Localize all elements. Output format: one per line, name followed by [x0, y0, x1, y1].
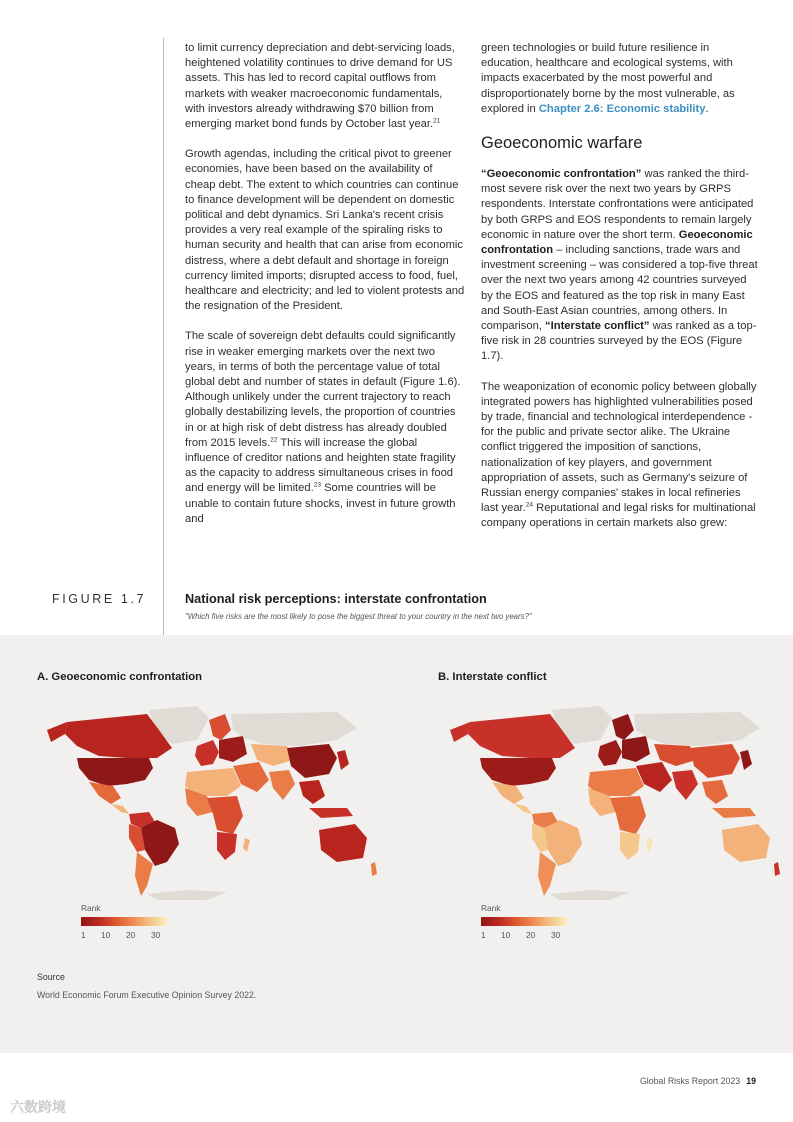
china [287, 744, 337, 778]
madagascar [646, 838, 653, 852]
korea-japan [740, 750, 752, 770]
text-column-left [185, 41, 465, 542]
southern-africa [217, 832, 237, 860]
russia [231, 712, 357, 746]
argentina-chile [135, 852, 153, 896]
new-zealand [371, 862, 377, 876]
australia [319, 824, 367, 862]
antarctica [550, 890, 630, 900]
paragraph: “Geoeconomic confrontation” was ranked the third-most severe risk over the next two years by GRPS respondents. Interstate confrontations were anticipated by both GRPS and EOS respondents to remain largely economic in nature over the short term. Geoeconomic confrontation – including sanctions, trade wars and investment screening – was considered a top-five threat over the next two years among 42 countries surveyed by the EOS and featured as the top risk in many East and South-East Asian countries, among others. In comparison, “Interstate conflict” was ranked as a top-five risk in 28 countries surveyed by the EOS (Figure 1.7). [481, 168, 758, 363]
legend-tick: 10 [501, 930, 511, 940]
report-name: Global Risks Report 2023 [639, 1076, 741, 1086]
legend-map-a [81, 903, 181, 942]
central-africa [207, 796, 243, 834]
madagascar [243, 838, 250, 852]
legend-color-scale [481, 917, 567, 926]
europe-west [598, 740, 622, 766]
legend-title: Rank [481, 903, 501, 913]
figure-question: "Which five risks are the most likely to pose the biggest threat to your country in the next two years?" [185, 612, 532, 621]
legend-color-scale [81, 917, 167, 926]
new-zealand [774, 862, 780, 876]
legend-tick: 30 [551, 930, 561, 940]
india [269, 770, 295, 800]
russia [634, 712, 760, 746]
central-america [514, 804, 532, 814]
legend-tick: 1 [481, 930, 486, 940]
usa [77, 758, 153, 786]
south-east-asia [299, 780, 325, 804]
brazil [544, 820, 582, 866]
paragraph: The weaponization of economic policy between globally integrated powers has highlighted vulnerabilities posed by trade, financial and technological interdependence - for the public and private sector alike. The Ukraine conflict triggered the imposition of sanctions, nationalization of key players, and government appropriation of assets, such as Germany's seizure of Russian energy companies' stakes in local refineries last year.$^{24}$ Reputational and legal risks for multinational company operations in certain markets also grew: [481, 380, 757, 530]
page-footer [560, 1076, 756, 1086]
south-east-asia [702, 780, 728, 804]
legend-tick: 20 [126, 930, 136, 940]
chapter-link[interactable]: Chapter 2.6: Economic stability [538, 102, 706, 115]
scandinavia [209, 714, 231, 740]
page-number: 19 [746, 1076, 756, 1086]
europe-west [195, 740, 219, 766]
antarctica [147, 890, 227, 900]
india [672, 770, 698, 800]
china [690, 744, 740, 778]
legend-map-b [481, 903, 581, 942]
legend-tick: 20 [526, 930, 536, 940]
legend-title: Rank [81, 903, 101, 913]
figure-title: National risk perceptions: interstate confrontation [185, 592, 487, 606]
paragraph: green technologies or build future resilience in education, healthcare and ecological systems, with impacts exacerbated by the most powerful and disproportionately borne by the most vulnerable, as explored in Chapter 2.6: Economic stability. [481, 42, 735, 115]
indonesia [309, 808, 353, 818]
column-divider [163, 38, 164, 635]
alaska [47, 722, 67, 742]
mexico [89, 782, 121, 804]
paragraph: The scale of sovereign debt defaults could significantly rise in weaker emerging markets over the next two years, in terms of both the percentage value of total global debt and number of states in default (Figure 1.6). Although unlikely under the current trajectory to reach globally destabilizing levels, the proportion of countries in or at high risk of debt distress has already doubled from 2015 levels.$^{22}$ This will increase the global influence of creditor nations and heighten state fragility as the capacity to address simultaneous crises in food and energy will be limited.$^{23}$ Some countries will be unable to contain future shocks, invest in future growth and [185, 330, 461, 525]
map-a-title: A. Geoeconomic confrontation [37, 671, 203, 683]
korea-japan [337, 750, 349, 770]
section-heading: Geoeconomic warfare [481, 134, 643, 153]
text-column-right [481, 41, 761, 547]
europe-east [622, 736, 650, 762]
paragraph: to limit currency depreciation and debt-servicing loads, heightened volatility continues to drive demand for US assets. This has led to record capital outflows from markets with weaker macroeconomic fundamentals, with investors already withdrawing $70 billion from emerging market bond funds by October last year.$^{21}$ [185, 42, 455, 131]
australia [722, 824, 770, 862]
world-map-interstate-conflict [440, 700, 785, 900]
alaska [450, 722, 470, 742]
paragraph: Growth agendas, including the critical pivot to greener economies, have been based on the availability of cheap debt. The extent to which countries can continue to finance development will be dependent on domestic political and debt dynamics. Sri Lanka's recent crisis provides a very real example of the spiraling risks to human security and health that can arise from economic distress, where a debt default and shortage in foreign currency limited imports; disrupted access to food, fuel, healthcare and electricity; and led to violent protests and the resignation of the President. [185, 148, 465, 313]
watermark: 六数跨境 [10, 1099, 66, 1115]
world-map-geoeconomic-confrontation [37, 700, 382, 900]
legend-ticks [481, 930, 581, 942]
source-label: Source [37, 972, 65, 982]
source-text: World Economic Forum Executive Opinion Survey 2022. [37, 990, 257, 1000]
scandinavia [612, 714, 634, 740]
figure-label: FIGURE 1.7 [52, 592, 147, 606]
legend-tick: 30 [151, 930, 161, 940]
legend-tick: 1 [81, 930, 86, 940]
europe-east [219, 736, 247, 762]
argentina-chile [538, 852, 556, 896]
map-b-title: B. Interstate conflict [438, 671, 547, 683]
legend-tick: 10 [101, 930, 111, 940]
central-america [111, 804, 129, 814]
brazil [141, 820, 179, 866]
southern-africa [620, 832, 640, 860]
central-africa [610, 796, 646, 834]
usa [480, 758, 556, 786]
indonesia [712, 808, 756, 818]
mexico [492, 782, 524, 804]
legend-ticks [81, 930, 181, 942]
